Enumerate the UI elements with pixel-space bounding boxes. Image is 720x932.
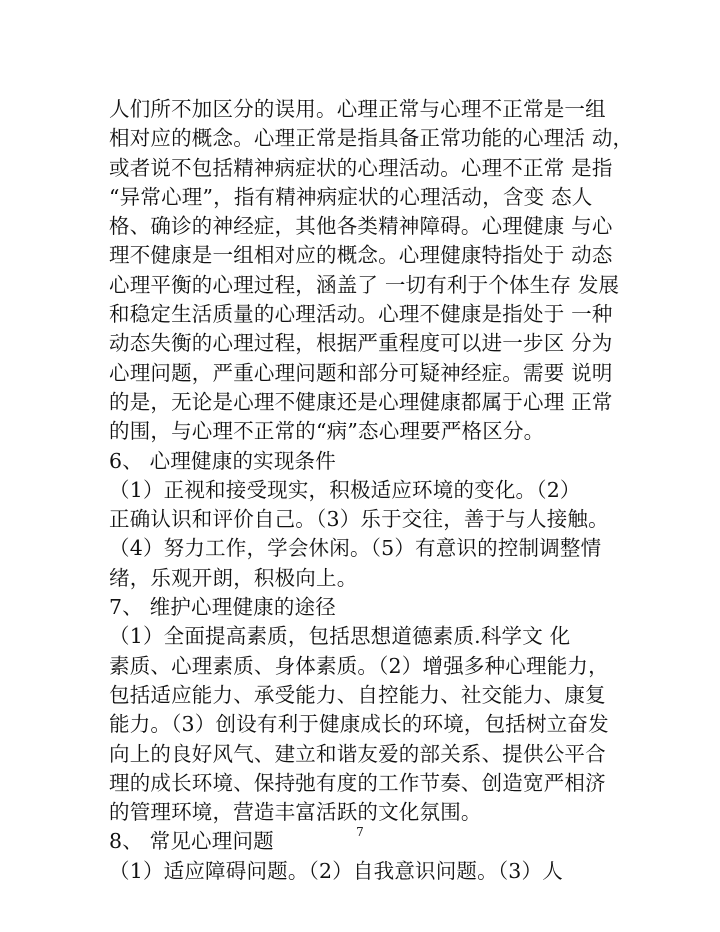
text-line: 或者说不包括精神病症状的心理活动。心理不正常 是指 <box>109 155 613 180</box>
document-body <box>109 95 634 886</box>
text-line: 动态失衡的心理过程，根据严重程度可以进一步区 分为 <box>109 331 613 356</box>
text-line: 人们所不加区分的误用。心理正常与心理不正常是一组 <box>109 97 606 121</box>
text-line: “异常心理”，指有精神病症状的心理活动，含变 态人 <box>109 184 593 209</box>
text-line: 包括适应能力、承受能力、自控能力、社交能力、康复 <box>109 682 606 707</box>
text-line: 向上的良好风气、建立和谐友爱的部关系、提供公平合 <box>109 741 606 766</box>
page-number: 7 <box>356 825 364 839</box>
text-line: （4）努力工作，学会休闲。（5）有意识的控制调整情 <box>109 536 602 561</box>
section-heading: 6、 心理健康的实现条件 <box>109 448 336 473</box>
text-line: 理不健康是一组相对应的概念。心理健康特指处于 动态 <box>109 243 613 268</box>
text-line: （1）适应障碍问题。（2）自我意识问题。（3）人 <box>109 858 563 883</box>
text-line: 素质、心理素质、身体素质。（2）增强多种心理能力， <box>109 653 609 678</box>
text-line: 和稳定生活质量的心理活动。心理不健康是指处于 一种 <box>109 302 613 327</box>
text-line: 心理问题，严重心理问题和部分可疑神经症。需要 说明 <box>109 360 613 385</box>
text-line: 心理平衡的心理过程，涵盖了 一切有利于个体生存 发展 <box>109 272 620 297</box>
text-line: 的管理环境，营造丰富活跃的文化氛围。 <box>109 800 482 825</box>
section-heading: 7、 维护心理健康的途径 <box>109 595 336 620</box>
section-heading: 8、 常见心理问题 <box>109 829 274 854</box>
text-line: 相对应的概念。心理正常是指具备正常功能的心理活 动， <box>109 126 634 151</box>
text-line: 的是，无论是心理不健康还是心理健康都属于心理 正常 <box>109 389 613 414</box>
text-line: 格、确诊的神经症，其他各类精神障碍。心理健康 与心 <box>109 214 613 239</box>
text-line: 理的成长环境、保持弛有度的工作节奏、创造宽严相济 <box>109 770 606 795</box>
text-line: （1）全面提高素质，包括思想道德素质.科学文 化 <box>109 624 571 649</box>
text-line: 能力。（3）创设有利于健康成长的环境，包括树立奋发 <box>109 712 609 737</box>
text-line: 正确认识和评价自己。（3）乐于交往，善于与人接触。 <box>109 507 609 532</box>
text-line: （1）正视和接受现实，积极适应环境的变化。（2） <box>109 477 581 502</box>
text-line: 的围，与心理不正常的“病”态心理要严格区分。 <box>109 419 545 444</box>
text-line: 绪，乐观开朗，积极向上。 <box>109 565 358 590</box>
